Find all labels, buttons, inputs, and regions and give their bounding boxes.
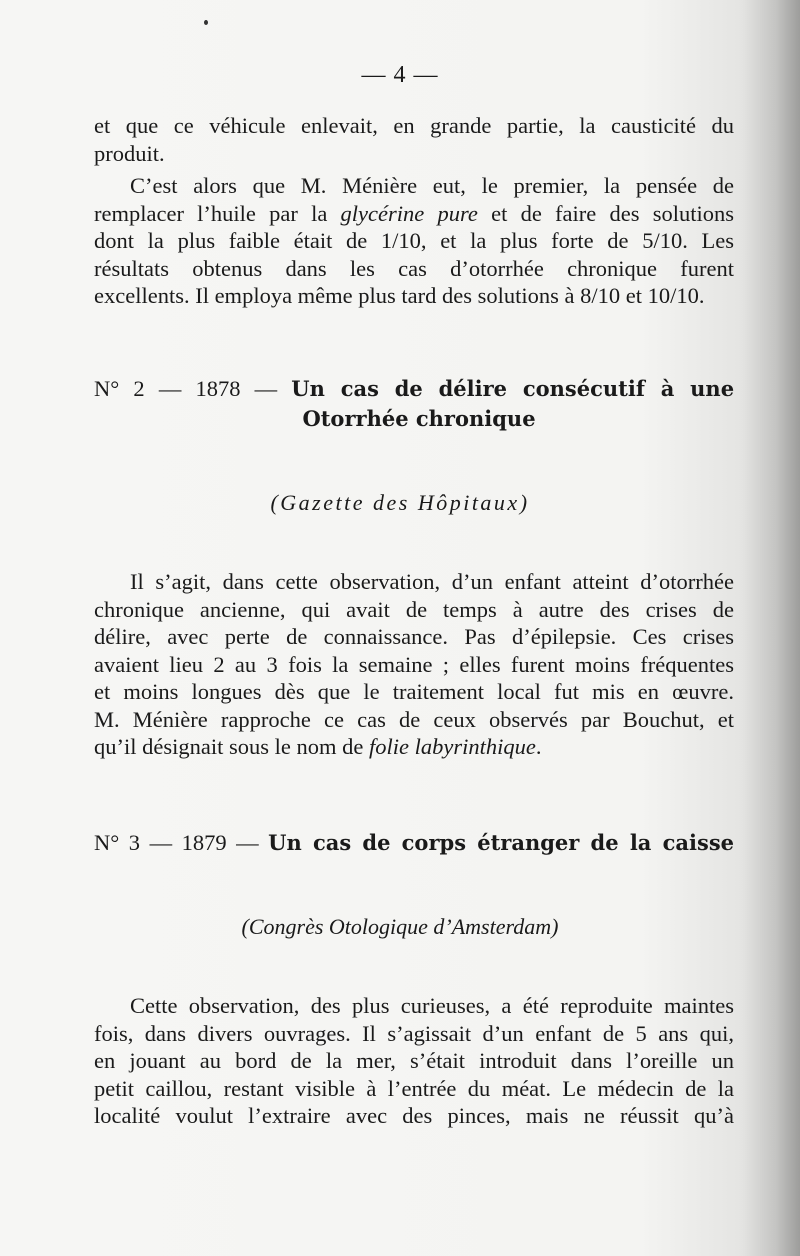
text-line: en jouant au bord de la mer, s’était introduit dans l’oreille un (94, 1048, 734, 1073)
intro-paragraph (94, 112, 734, 167)
text-line: délire, avec perte de connaissance. Pas d’épilepsie. Ces crises (94, 624, 734, 649)
entry-number: N° 2 (94, 376, 145, 401)
heading-line (94, 374, 734, 404)
text-line: avaient lieu 2 au 3 fois la semaine ; elles furent moins fréquentes (94, 651, 734, 677)
text-line: fois, dans divers ouvrages. Il s’agissait d’un enfant de 5 ans qui, (94, 1020, 734, 1046)
entry-title: Un cas de corps étranger de la caisse (268, 830, 734, 855)
text-run: remplacer l’huile par la (94, 200, 341, 226)
text-run: et de faire des solutions (477, 200, 734, 226)
text-line (94, 733, 734, 761)
text-line: excellents. Il employa même plus tard des solutions à 8/10 et 10/10. (94, 283, 705, 308)
section-2-body (94, 568, 734, 761)
entry-title: Un cas de délire consécutif à une (291, 376, 735, 401)
text-line: Il s’agit, dans cette observation, d’un enfant atteint d’otorrhée (130, 569, 734, 594)
meniere-paragraph (94, 172, 734, 310)
entry-year: 1878 (195, 376, 241, 401)
heading-line (94, 404, 734, 434)
text-line: produit. (94, 140, 165, 166)
dash: — (158, 376, 182, 401)
section-3-source: (Congrès Otologique d’Amsterdam) (241, 914, 559, 939)
text-run: qu’il désignait sous le nom de (94, 734, 369, 759)
text-line: dont la plus faible était de 1/10, et la plus forte de 5/10. Les (94, 228, 734, 253)
section-3-heading (94, 828, 734, 858)
text-line: Cette observation, des plus curieuses, a été reproduite maintes (130, 993, 734, 1018)
text-line: localité voulut l’extraire avec des pinces, mais ne réussit qu’à (94, 1103, 734, 1128)
page-gutter-shadow (740, 0, 800, 1256)
text-line: chronique ancienne, qui avait de temps à autre des crises de (94, 596, 734, 622)
entry-year: 1879 (181, 830, 227, 855)
dash: — (149, 830, 173, 855)
emphasis-text: folie labyrinthique (368, 734, 536, 759)
text-line (94, 200, 734, 228)
section-2-heading (94, 374, 734, 434)
emphasis-text: glycérine pure (340, 200, 478, 226)
heading-line (94, 828, 734, 858)
text-line: résultats obtenus dans les cas d’otorrhée chronique furent (94, 255, 734, 281)
entry-number: N° 3 (94, 830, 141, 855)
ink-speck (204, 20, 208, 25)
text-line: et que ce véhicule enlevait, en grande partie, la causticité du (94, 113, 734, 138)
section-3-body (94, 992, 734, 1130)
dash: — (236, 830, 259, 855)
page-number: — 4 — (361, 62, 439, 88)
text-line: et moins longues dès que le traitement local fut mis en œuvre. (94, 679, 734, 704)
entry-title-cont: Otorrhée chronique (302, 406, 536, 431)
section-2-source: (Gazette des Hôpitaux) (270, 490, 530, 515)
text-line: petit caillou, restant visible à l’entrée du méat. Le médecin de la (94, 1075, 734, 1101)
text-line: M. Ménière rapproche ce cas de ceux observés par Bouchut, et (94, 706, 734, 732)
text-line: C’est alors que M. Ménière eut, le premier, la pensée de (130, 173, 734, 198)
text-run: . (535, 734, 542, 759)
dash: — (254, 376, 278, 401)
